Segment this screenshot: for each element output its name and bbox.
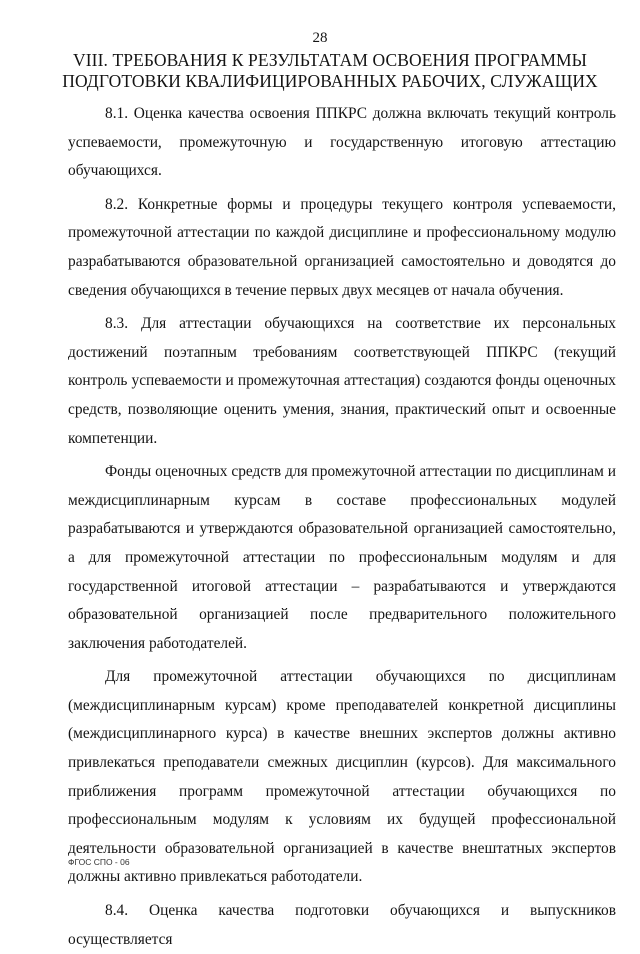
section-heading-line-1: VIII. ТРЕБОВАНИЯ К РЕЗУЛЬТАТАМ ОСВОЕНИЯ ПРОГРАММЫ (72, 50, 588, 70)
section-heading (60, 50, 600, 92)
paragraph-8-3: 8.3. Для аттестации обучающихся на соответствие их персональных достижений поэтапным требованиям соответствующей ППКРС (текущий контроль успеваемости и промежуточная аттестация) создаются фонды оценочных средств, позволяющие оценить умения, знания, практический опыт и освоенные компетенции. (68, 315, 616, 447)
paragraph-assessment-funds: Фонды оценочных средств для промежуточной аттестации по дисциплинам и междисциплинарным курсам в составе профессиональных модулей разрабатываются и утверждаются образовательной организацией самостоятельно, а для промежуточной аттестации по профессиональным модулям и для государственной итоговой аттестации – разрабатываются и утверждаются образовательной организацией после предварительного положительного заключения работодателей. (68, 463, 616, 652)
section-heading-line-2: ПОДГОТОВКИ КВАЛИФИЦИРОВАННЫХ РАБОЧИХ, СЛУЖАЩИХ (62, 71, 598, 91)
paragraph-8-1: 8.1. Оценка качества освоения ППКРС должна включать текущий контроль успеваемости, промежуточную и государственную итоговую аттестацию обучающихся. (68, 105, 616, 180)
paragraph-8-4: 8.4. Оценка качества подготовки обучающихся и выпускников осуществляется (68, 902, 616, 948)
paragraph-external-experts: Для промежуточной аттестации обучающихся по дисциплинам (междисциплинарным курсам) кроме преподавателей конкретной дисциплины (междисциплинарного курса) в качестве внешних экспертов должны активно привлекаться преподаватели смежных дисциплин (курсов). Для максимального приближения программ промежуточной аттестации обучающихся по профессиональным модулям к условиям их будущей профессиональной деятельности образовательной организацией в качестве внештатных экспертов должны активно привлекаться работодатели. (68, 668, 616, 886)
document-body (68, 100, 616, 954)
paragraph-8-2: 8.2. Конкретные формы и процедуры текущего контроля успеваемости, промежуточной аттестации по каждой дисциплине и профессиональному модулю разрабатываются образовательной организацией самостоятельно и доводятся до сведения обучающихся в течение первых двух месяцев от начала обучения. (68, 195, 616, 299)
footer-code: ФГОС СПО - 06 (68, 857, 130, 867)
page-number: 28 (312, 30, 328, 46)
